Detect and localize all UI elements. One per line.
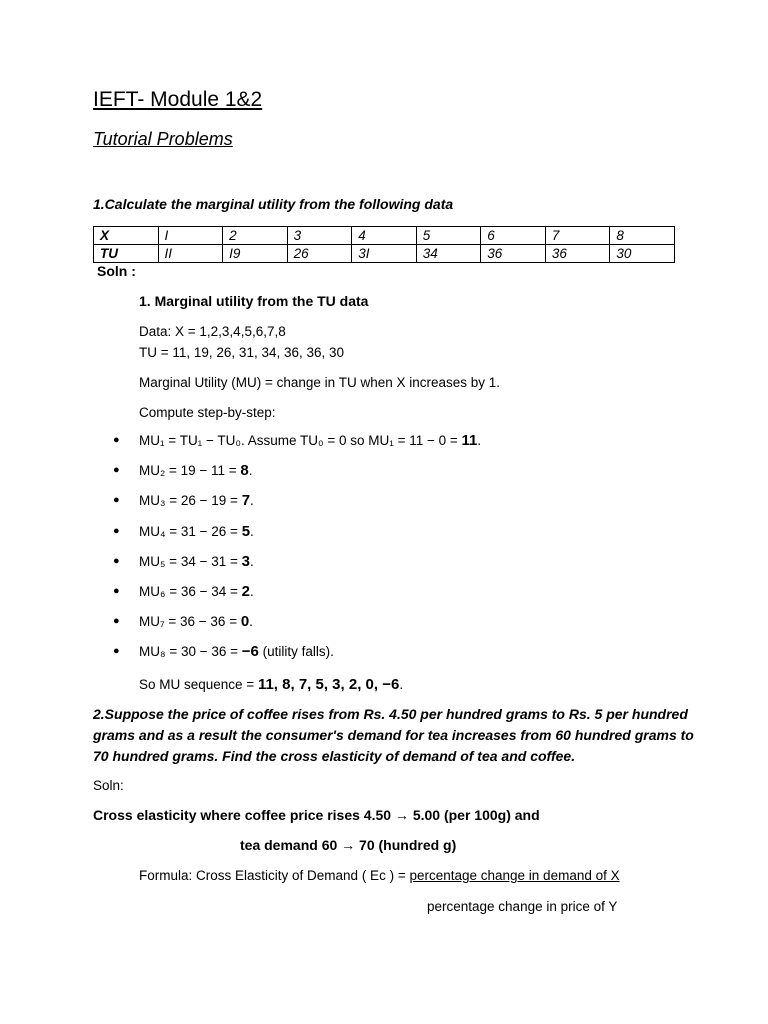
mu-step-suffix: . bbox=[248, 463, 253, 479]
bullet-icon: ● bbox=[113, 464, 120, 477]
table-cell: 3I bbox=[352, 245, 417, 263]
mu-step-formula: MU₁ = TU₁ − TU₀. Assume TU₀ = 0 so MU₁ = 11 − 0 = bbox=[139, 433, 462, 448]
bullet-icon: ● bbox=[113, 524, 120, 537]
mu-sequence-label: So MU sequence = bbox=[139, 677, 258, 692]
mu-step-formula: MU₈ = 30 − 36 = bbox=[139, 644, 242, 660]
table-cell: 7 bbox=[545, 227, 610, 245]
table-cell: 2 bbox=[223, 227, 288, 245]
formula-denominator: percentage change in price of Y bbox=[427, 899, 618, 914]
table-cell: 36 bbox=[545, 245, 610, 263]
list-item bbox=[0, 613, 700, 643]
bullet-icon: ● bbox=[113, 645, 120, 658]
soln-label-2: Soln: bbox=[93, 778, 124, 793]
list-item bbox=[0, 643, 700, 673]
mu-step-result: −6 bbox=[241, 643, 259, 661]
mu-step-result: 3 bbox=[241, 552, 250, 570]
soln-label-1: Soln : bbox=[97, 263, 136, 279]
mu-step-suffix: . bbox=[250, 493, 254, 509]
list-item bbox=[0, 462, 700, 492]
table-cell: 26 bbox=[287, 245, 352, 263]
mu-step-text bbox=[139, 432, 481, 449]
table-cell: X bbox=[94, 227, 159, 245]
mu-step-text bbox=[139, 613, 253, 630]
mu-heading: 1. Marginal utility from the TU data bbox=[139, 293, 369, 309]
bullet-icon: ● bbox=[113, 434, 120, 446]
question-2-line-3: 70 hundred grams. Find the cross elasticity of demand of tea and coffee. bbox=[93, 748, 576, 764]
mu-step-text bbox=[139, 553, 254, 570]
mu-step-text bbox=[139, 523, 254, 540]
cross-elasticity-line-1: Cross elasticity where coffee price rises 4.50 → 5.00 (per 100g) and bbox=[93, 807, 540, 823]
compute-label: Compute step-by-step: bbox=[139, 405, 276, 420]
table-cell: 6 bbox=[481, 227, 546, 245]
mu-step-suffix: . bbox=[250, 523, 254, 539]
table-cell: TU bbox=[94, 245, 159, 263]
page-subtitle: Tutorial Problems bbox=[93, 129, 233, 149]
mu-step-suffix: . bbox=[249, 614, 253, 630]
mu-step-result: 2 bbox=[241, 582, 250, 600]
mu-step-text bbox=[139, 462, 253, 479]
list-item bbox=[0, 553, 700, 583]
table-cell: 4 bbox=[352, 227, 417, 245]
table-row-x bbox=[94, 227, 675, 245]
mu-step-formula: MU₃ = 26 − 19 = bbox=[139, 493, 242, 509]
table-cell: 5 bbox=[416, 227, 481, 245]
mu-step-suffix: . bbox=[249, 583, 254, 599]
table-cell: 30 bbox=[610, 245, 675, 263]
mu-step-result: 5 bbox=[241, 522, 251, 540]
question-1: 1.Calculate the marginal utility from the following data bbox=[93, 196, 454, 212]
data-x-line: Data: X = 1,2,3,4,5,6,7,8 bbox=[139, 324, 286, 339]
bullet-icon: ● bbox=[113, 615, 120, 628]
mu-step-result: 0 bbox=[240, 613, 250, 631]
formula-line bbox=[139, 868, 620, 883]
mu-step-suffix: . bbox=[477, 433, 482, 448]
mu-step-text bbox=[139, 492, 254, 509]
data-tu-line: TU = 11, 19, 26, 31, 34, 36, 36, 30 bbox=[139, 345, 345, 360]
mu-sequence-suffix: . bbox=[399, 677, 404, 692]
table-cell: 34 bbox=[416, 245, 481, 263]
mu-step-text bbox=[139, 583, 254, 600]
mu-step-formula: MU₆ = 36 − 34 = bbox=[139, 583, 242, 599]
table-cell: I bbox=[158, 227, 223, 245]
mu-step-suffix: (utility falls). bbox=[258, 644, 334, 660]
cross-elasticity-line-2: tea demand 60 → 70 (hundred g) bbox=[240, 837, 457, 853]
bullet-icon: ● bbox=[113, 584, 120, 597]
question-2-line-2: grams and as a result the consumer's demand for tea increases from 60 hundred grams to bbox=[93, 727, 694, 743]
table-cell: 36 bbox=[481, 245, 546, 263]
mu-definition: Marginal Utility (MU) = change in TU when X increases by 1. bbox=[139, 375, 501, 390]
mu-step-formula: MU₂ = 19 − 11 = bbox=[139, 463, 241, 479]
table-cell: 3 bbox=[287, 227, 352, 245]
mu-sequence bbox=[139, 676, 403, 693]
list-item bbox=[0, 523, 700, 553]
mu-step-suffix: . bbox=[249, 553, 254, 569]
mu-step-result: 7 bbox=[241, 492, 251, 510]
formula-numerator: percentage change in demand of X bbox=[409, 868, 620, 883]
list-item bbox=[0, 432, 700, 462]
mu-steps-list bbox=[0, 432, 700, 674]
mu-step-formula: MU₅ = 34 − 31 = bbox=[139, 553, 242, 569]
list-item bbox=[0, 492, 700, 522]
mu-step-formula: MU₄ = 31 − 26 = bbox=[139, 523, 242, 539]
bullet-icon: ● bbox=[113, 494, 120, 507]
table-row-tu bbox=[94, 245, 675, 263]
mu-step-result: 8 bbox=[240, 462, 249, 480]
bullet-icon: ● bbox=[113, 554, 120, 567]
tu-data-table bbox=[93, 226, 675, 263]
question-2-line-1: 2.Suppose the price of coffee rises from Rs. 4.50 per hundred grams to Rs. 5 per hundred bbox=[93, 706, 688, 722]
mu-step-text bbox=[139, 643, 334, 660]
list-item bbox=[0, 583, 700, 613]
table-cell: II bbox=[158, 245, 223, 263]
table-cell: 8 bbox=[610, 227, 675, 245]
mu-step-result: 11 bbox=[461, 432, 478, 449]
formula-label: Formula: Cross Elasticity of Demand ( Ec ) = bbox=[139, 868, 410, 883]
table-cell: I9 bbox=[223, 245, 288, 263]
mu-sequence-value: 11, 8, 7, 5, 3, 2, 0, −6 bbox=[257, 676, 400, 693]
mu-step-formula: MU₇ = 36 − 36 = bbox=[139, 614, 241, 630]
page-title: IEFT- Module 1&2 bbox=[93, 88, 263, 111]
